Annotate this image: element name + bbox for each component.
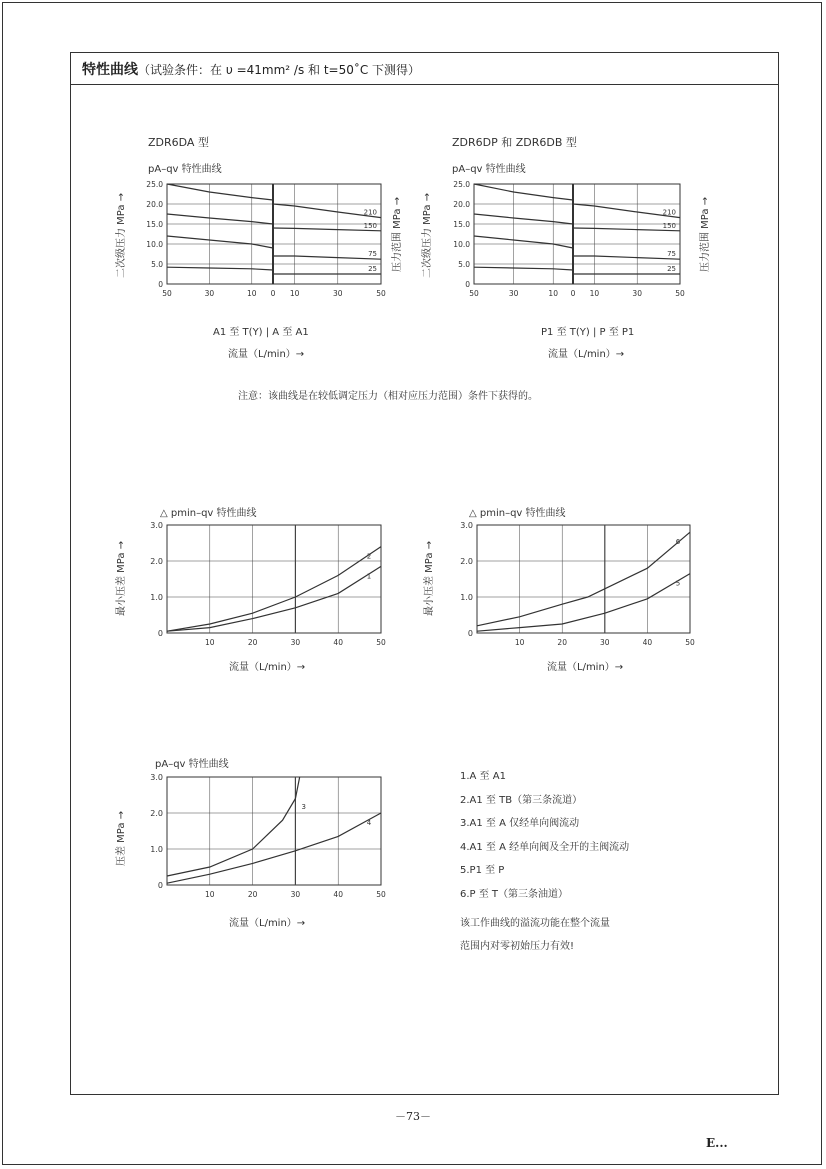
y-tick-label: 10.0	[453, 240, 470, 249]
x-tick-label: 30	[290, 638, 301, 647]
x-tick-label: 40	[333, 890, 343, 899]
model-label-left: ZDR6DA 型	[148, 136, 209, 149]
series-label-1: 1	[366, 572, 372, 581]
y-tick-label: 0	[467, 629, 473, 638]
series-label-2: 2	[366, 552, 372, 561]
x-tick-label: 50	[685, 638, 695, 647]
x-tick-label: 30	[600, 638, 610, 647]
chart1-ylabel-right: 压力范围 MPa →	[392, 196, 403, 272]
legend-item: 6.P 至 T（第三条油道）	[460, 888, 569, 900]
x-tick-label: 10	[205, 638, 215, 647]
x-tick-label: 50	[376, 638, 386, 647]
x-tick-label: 30	[290, 890, 301, 899]
series-line-3	[167, 777, 300, 876]
x-tick-label: 20	[247, 638, 258, 647]
y-tick-label: 2.0	[150, 809, 163, 818]
series-label-4: 4	[366, 819, 372, 827]
y-tick-label: 1.0	[460, 593, 473, 602]
x-tick-label: 50	[376, 890, 386, 899]
series-label-3: 3	[301, 803, 306, 811]
series-line-75-right	[573, 256, 680, 259]
x-tick-label: 10	[247, 289, 257, 298]
y-tick-label: 3.0	[150, 521, 163, 530]
x-tick-label: 50	[675, 289, 685, 298]
series-line-2	[167, 547, 381, 632]
x-tick-label: 30	[204, 289, 215, 298]
chart4-title: △ pmin–qv 特性曲线	[469, 508, 566, 519]
y-tick-label: 15.0	[453, 220, 470, 229]
chart2-frame	[474, 184, 680, 284]
y-tick-label: 20.0	[146, 200, 163, 209]
chart5-ylabel: 压差 MPa →	[116, 810, 127, 866]
series-line-75-right	[273, 256, 381, 259]
series-label-25: 25	[667, 265, 676, 273]
chart2-xlabel: 流量（L/min）→	[548, 349, 625, 360]
legend-item: 5.P1 至 P	[460, 865, 505, 876]
series-line-5	[477, 574, 690, 632]
y-tick-label: 0	[157, 881, 163, 890]
chart4-xlabel: 流量（L/min）→	[547, 662, 624, 673]
series-line-75-left	[474, 236, 573, 248]
chart2-title: pA–qv 特性曲线	[452, 164, 526, 175]
y-tick-label: 5.0	[151, 260, 163, 269]
y-tick-label: 2.0	[150, 557, 163, 566]
model-label-right: ZDR6DP 和 ZDR6DB 型	[452, 136, 577, 149]
y-tick-label: 25.0	[453, 180, 470, 189]
y-tick-label: 20.0	[453, 200, 470, 209]
chart4-frame	[477, 525, 690, 633]
page-number: －73－	[395, 1110, 431, 1123]
chart4-grid	[477, 525, 690, 633]
corner-mark: E...	[706, 1136, 728, 1150]
chart2-ylabel-right: 压力范围 MPa →	[700, 196, 711, 272]
chart1-title: pA–qv 特性曲线	[148, 164, 222, 175]
remark-line: 范围内对零初始压力有效!	[460, 941, 575, 952]
x-tick-label: 30	[333, 289, 343, 298]
y-tick-label: 0	[157, 629, 163, 638]
x-tick-label: 50	[469, 289, 479, 298]
remark-line: 该工作曲线的溢流功能在整个流量	[460, 918, 610, 929]
legend-item: 1.A 至 A1	[460, 771, 506, 782]
series-label-150: 150	[662, 221, 676, 230]
series-label-75: 75	[368, 250, 377, 259]
chart2-grid	[474, 184, 680, 284]
series-label-25: 25	[368, 265, 377, 273]
chart3-frame	[167, 525, 381, 633]
chart3-ylabel: 最小压差 MPa →	[116, 540, 127, 616]
chart3-grid	[167, 525, 381, 633]
chart3-title: △ pmin–qv 特性曲线	[160, 508, 257, 519]
x-tick-label: 10	[548, 289, 558, 298]
series-label-210: 210	[363, 208, 377, 217]
series-line-150-left	[167, 214, 273, 224]
y-tick-label: 15.0	[146, 220, 163, 229]
legend-item: 2.A1 至 TB（第三条流道）	[460, 794, 583, 806]
x-tick-label: 50	[376, 289, 386, 298]
title-condition: （试验条件：在 υ =41mm² /s 和 t=50˚C 下测得）	[138, 63, 421, 77]
x-tick-label: 0	[570, 289, 576, 298]
series-line-75-left	[167, 236, 273, 248]
chart1-ylabel: 二次级压力 MPa →	[116, 192, 127, 278]
x-tick-label: 10	[289, 289, 300, 298]
x-tick-label: 40	[642, 638, 653, 647]
x-tick-label: 0	[270, 289, 276, 298]
chart5-title: pA–qv 特性曲线	[155, 759, 229, 770]
series-label-6: 6	[675, 538, 681, 547]
x-tick-label: 10	[205, 890, 215, 899]
chart1-xlabel: 流量（L/min）→	[228, 349, 305, 360]
chart2-ylabel: 二次级压力 MPa →	[422, 192, 433, 278]
chart-note: 注意：该曲线是在较低调定压力（相对应压力范围）条件下获得的。	[238, 391, 538, 402]
y-tick-label: 5.0	[458, 260, 470, 269]
x-tick-label: 40	[333, 638, 343, 647]
y-tick-label: 10.0	[146, 240, 163, 249]
chart5-xlabel: 流量（L/min）→	[229, 918, 306, 929]
chart4-ylabel: 最小压差 MPa →	[424, 540, 435, 616]
series-line-6	[477, 532, 690, 626]
x-tick-label: 10	[589, 289, 600, 298]
title-main: 特性曲线	[82, 62, 138, 78]
y-tick-label: 1.0	[150, 593, 163, 602]
series-line-210-left	[474, 184, 573, 200]
series-label-5: 5	[675, 579, 681, 588]
x-tick-label: 10	[514, 638, 525, 647]
legend-item: 3.A1 至 A 仅经单向阀流动	[460, 818, 580, 829]
x-tick-label: 50	[162, 289, 172, 298]
series-label-150: 150	[363, 221, 377, 230]
x-tick-label: 20	[247, 890, 258, 899]
series-line-210-left	[167, 184, 273, 200]
y-tick-label: 1.0	[150, 845, 163, 854]
y-tick-label: 3.0	[460, 521, 473, 530]
series-line-4	[167, 813, 381, 883]
chart1-grid	[167, 184, 381, 284]
x-tick-label: 20	[557, 638, 567, 647]
series-line-25-left	[167, 267, 273, 270]
chart3-xlabel: 流量（L/min）→	[229, 662, 306, 673]
legend-item: 4.A1 至 A 经单向阀及全开的主阀流动	[460, 841, 630, 853]
y-tick-label: 0	[465, 280, 470, 289]
series-line-1	[167, 566, 381, 631]
series-line-25-left	[474, 267, 573, 270]
x-tick-label: 30	[632, 289, 642, 298]
series-label-210: 210	[662, 208, 676, 217]
y-tick-label: 3.0	[150, 773, 163, 782]
y-tick-label: 25.0	[146, 180, 163, 189]
series-line-150-left	[474, 214, 573, 224]
series-label-75: 75	[667, 250, 676, 259]
y-tick-label: 0	[158, 280, 163, 289]
chart1-xsub: A1 至 T(Y) | A 至 A1	[213, 327, 309, 338]
chart2-xsub: P1 至 T(Y) | P 至 P1	[541, 327, 635, 338]
x-tick-label: 30	[508, 289, 519, 298]
y-tick-label: 2.0	[460, 557, 473, 566]
